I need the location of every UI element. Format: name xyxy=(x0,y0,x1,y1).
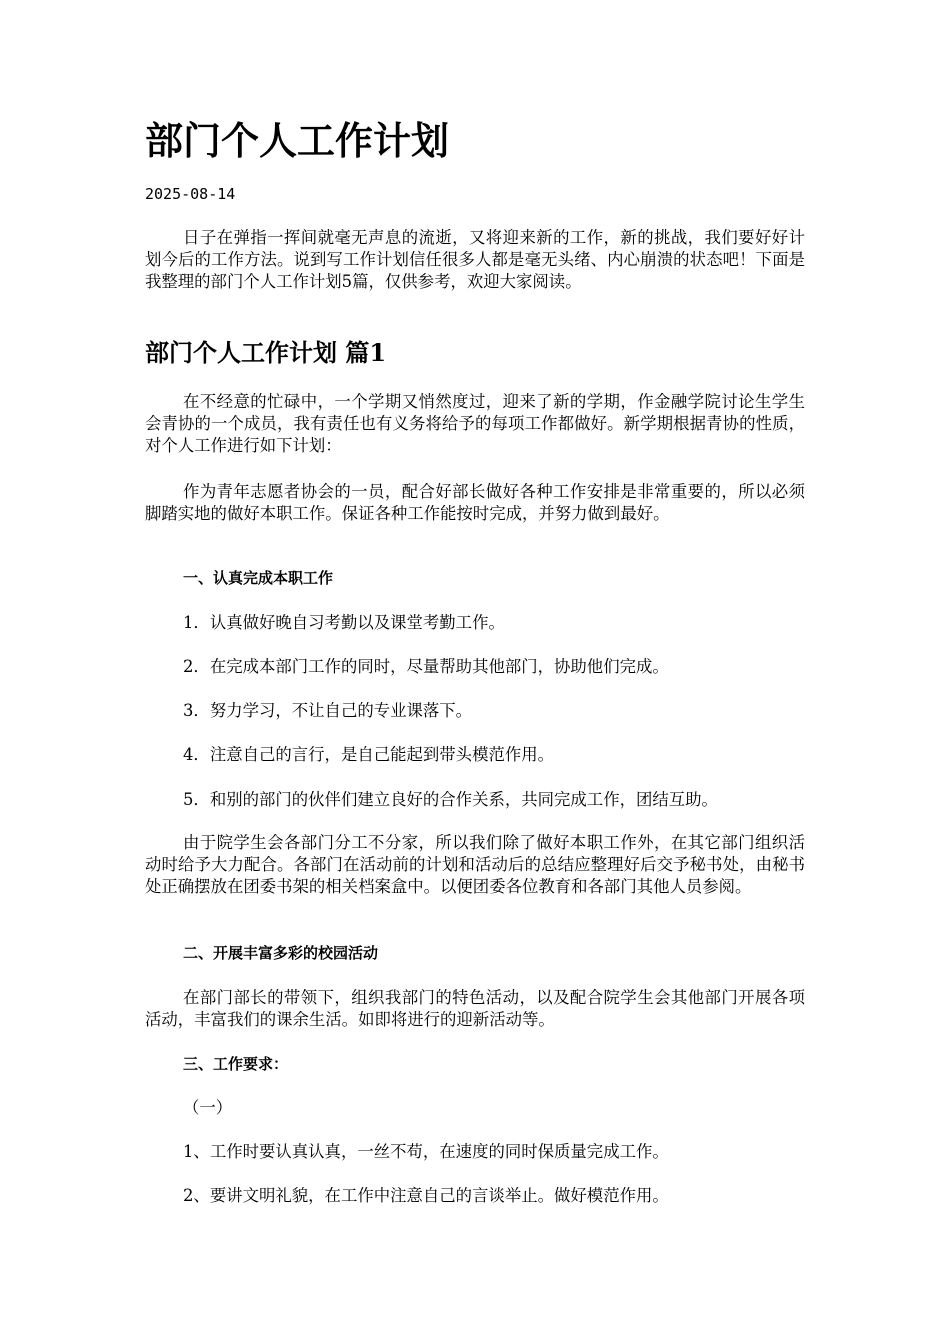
section-paragraph-1: 在不经意的忙碌中，一个学期又悄然度过，迎来了新的学期，作金融学院讨论生学生会青协的一个成员，我有责任也有义务将给予的每项工作都做好。新学期根据青协的性质，对个人工作进行如下计划： xyxy=(145,392,805,455)
document-date: 2025-08-14 xyxy=(145,185,236,203)
list-item: 2、要讲文明礼貌，在工作中注意自己的言谈举止。做好模范作用。 xyxy=(183,1186,669,1205)
list-item: 1、工作时要认真认真，一丝不苟，在速度的同时保质量完成工作。 xyxy=(183,1142,669,1161)
subheading-duties: 一、认真完成本职工作 xyxy=(183,569,334,587)
list-item: 2．在完成本部门工作的同时，尽量帮助其他部门，协助他们完成。 xyxy=(183,657,669,676)
subheading-activities: 二、开展丰富多彩的校园活动 xyxy=(183,944,379,962)
section-paragraph-2: 作为青年志愿者协会的一员，配合好部长做好各种工作安排是非常重要的，所以必须脚踏实地的做好本职工作。保证各种工作能按时完成，并努力做到最好。 xyxy=(145,482,805,523)
list-item: 1．认真做好晚自习考勤以及课堂考勤工作。 xyxy=(183,613,505,632)
section-paragraph-4: 在部门部长的带领下，组织我部门的特色活动，以及配合院学生会其他部门开展各项活动，丰富我们的课余生活。如即将进行的迎新活动等。 xyxy=(145,988,805,1029)
document-title: 部门个人工作计划 xyxy=(145,118,450,163)
list-item: 4．注意自己的言行，是自己能起到带头模范作用。 xyxy=(183,745,555,764)
section-paragraph-3: 由于院学生会各部门分工不分家，所以我们除了做好本职工作外，在其它部门组织活动时给予大力配合。各部门在活动前的计划和活动后的总结应整理好后交予秘书处，由秘书处正确摆放在团委书架的相关档案盒中。以便团委各位教育和各部门其他人员参阅。 xyxy=(145,833,805,896)
sub-label: （一） xyxy=(183,1098,233,1117)
section-title: 部门个人工作计划 篇1 xyxy=(145,338,387,367)
list-item: 3．努力学习，不让自己的专业课落下。 xyxy=(183,701,473,720)
list-item: 5．和别的部门的伙伴们建立良好的合作关系，共同完成工作，团结互助。 xyxy=(183,790,718,809)
subheading-requirements: 三、工作要求： xyxy=(183,1055,289,1073)
intro-paragraph: 日子在弹指一挥间就毫无声息的流逝，又将迎来新的工作，新的挑战，我们要好好计划今后的工作方法。说到写工作计划信任很多人都是毫无头绪、内心崩溃的状态吧！下面是我整理的部门个人工作计划5篇，仅供参考，欢迎大家阅读。 xyxy=(145,228,805,291)
